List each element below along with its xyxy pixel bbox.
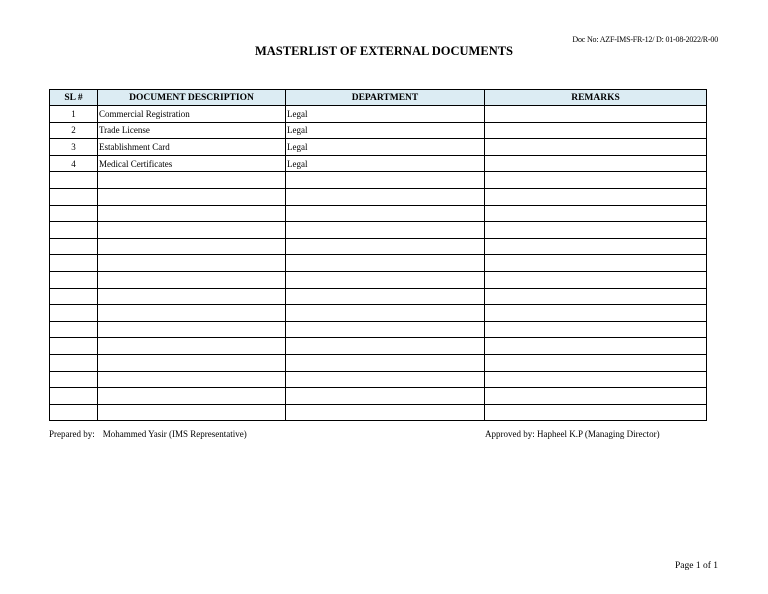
cell-department	[286, 188, 485, 205]
cell-sl	[50, 255, 98, 272]
cell-sl: 4	[50, 155, 98, 172]
cell-remarks	[485, 205, 707, 222]
table-row	[50, 388, 707, 405]
prepared-by-name: Mohammed Yasir (IMS Representative)	[102, 429, 247, 439]
cell-description	[98, 338, 286, 355]
cell-remarks	[485, 222, 707, 239]
column-header-remarks: REMARKS	[485, 90, 707, 106]
table-row	[50, 338, 707, 355]
cell-description	[98, 271, 286, 288]
cell-sl	[50, 388, 98, 405]
cell-description: Trade License	[98, 122, 286, 139]
cell-remarks	[485, 371, 707, 388]
cell-description	[98, 321, 286, 338]
cell-department	[286, 338, 485, 355]
table-row	[50, 354, 707, 371]
column-header-description: DOCUMENT DESCRIPTION	[98, 90, 286, 106]
table-row	[50, 122, 707, 139]
table-row	[50, 205, 707, 222]
table-row	[50, 222, 707, 239]
approved-by: Approved by: Hapheel K.P (Managing Director)	[485, 429, 660, 439]
cell-sl	[50, 205, 98, 222]
cell-department	[286, 305, 485, 322]
cell-remarks	[485, 122, 707, 139]
cell-description	[98, 371, 286, 388]
masterlist-table	[49, 89, 707, 421]
cell-remarks	[485, 106, 707, 123]
cell-department: Legal	[286, 106, 485, 123]
table-row	[50, 238, 707, 255]
cell-description: Medical Certificates	[98, 155, 286, 172]
table-row	[50, 305, 707, 322]
table-row	[50, 172, 707, 189]
cell-description	[98, 205, 286, 222]
table-row	[50, 271, 707, 288]
table-row	[50, 288, 707, 305]
table-row	[50, 139, 707, 156]
cell-description	[98, 354, 286, 371]
cell-description	[98, 404, 286, 421]
cell-remarks	[485, 288, 707, 305]
cell-remarks	[485, 172, 707, 189]
cell-description	[98, 238, 286, 255]
cell-remarks	[485, 255, 707, 272]
cell-department	[286, 371, 485, 388]
cell-department	[286, 288, 485, 305]
cell-remarks	[485, 188, 707, 205]
cell-remarks	[485, 354, 707, 371]
cell-department	[286, 354, 485, 371]
cell-sl	[50, 238, 98, 255]
cell-department: Legal	[286, 155, 485, 172]
cell-description	[98, 188, 286, 205]
cell-department	[286, 222, 485, 239]
cell-department	[286, 205, 485, 222]
table-header-row	[50, 90, 707, 106]
cell-sl	[50, 271, 98, 288]
cell-remarks	[485, 321, 707, 338]
cell-remarks	[485, 305, 707, 322]
column-header-department: DEPARTMENT	[286, 90, 485, 106]
cell-remarks	[485, 388, 707, 405]
table-row	[50, 188, 707, 205]
cell-department: Legal	[286, 122, 485, 139]
cell-sl	[50, 321, 98, 338]
table-row	[50, 255, 707, 272]
cell-sl	[50, 354, 98, 371]
cell-description	[98, 172, 286, 189]
prepared-by	[49, 429, 247, 439]
cell-description	[98, 255, 286, 272]
cell-sl	[50, 188, 98, 205]
cell-sl	[50, 305, 98, 322]
cell-remarks	[485, 155, 707, 172]
cell-remarks	[485, 404, 707, 421]
table-row	[50, 371, 707, 388]
cell-sl	[50, 404, 98, 421]
cell-sl	[50, 172, 98, 189]
cell-remarks	[485, 238, 707, 255]
table-row	[50, 155, 707, 172]
cell-description: Commercial Registration	[98, 106, 286, 123]
cell-department	[286, 255, 485, 272]
cell-sl	[50, 371, 98, 388]
table-row	[50, 106, 707, 123]
table-row	[50, 404, 707, 421]
cell-remarks	[485, 139, 707, 156]
cell-description: Establishment Card	[98, 139, 286, 156]
cell-sl	[50, 288, 98, 305]
page-title: MASTERLIST OF EXTERNAL DOCUMENTS	[254, 44, 514, 58]
cell-department	[286, 388, 485, 405]
cell-sl	[50, 338, 98, 355]
cell-description	[98, 305, 286, 322]
cell-department	[286, 238, 485, 255]
cell-department	[286, 271, 485, 288]
document-number: Doc No: AZF-IMS-FR-12/ D: 01-08-2022/R-00	[572, 35, 718, 44]
cell-department	[286, 172, 485, 189]
cell-sl: 1	[50, 106, 98, 123]
prepared-by-label: Prepared by:	[49, 429, 95, 439]
cell-remarks	[485, 338, 707, 355]
table-row	[50, 321, 707, 338]
cell-remarks	[485, 271, 707, 288]
cell-department: Legal	[286, 139, 485, 156]
cell-sl	[50, 222, 98, 239]
cell-sl: 2	[50, 122, 98, 139]
page-number: Page 1 of 1	[674, 561, 718, 571]
cell-description	[98, 288, 286, 305]
cell-sl: 3	[50, 139, 98, 156]
cell-department	[286, 404, 485, 421]
cell-description	[98, 222, 286, 239]
cell-description	[98, 388, 286, 405]
cell-department	[286, 321, 485, 338]
table-body	[50, 106, 707, 421]
column-header-sl: SL #	[50, 90, 98, 106]
